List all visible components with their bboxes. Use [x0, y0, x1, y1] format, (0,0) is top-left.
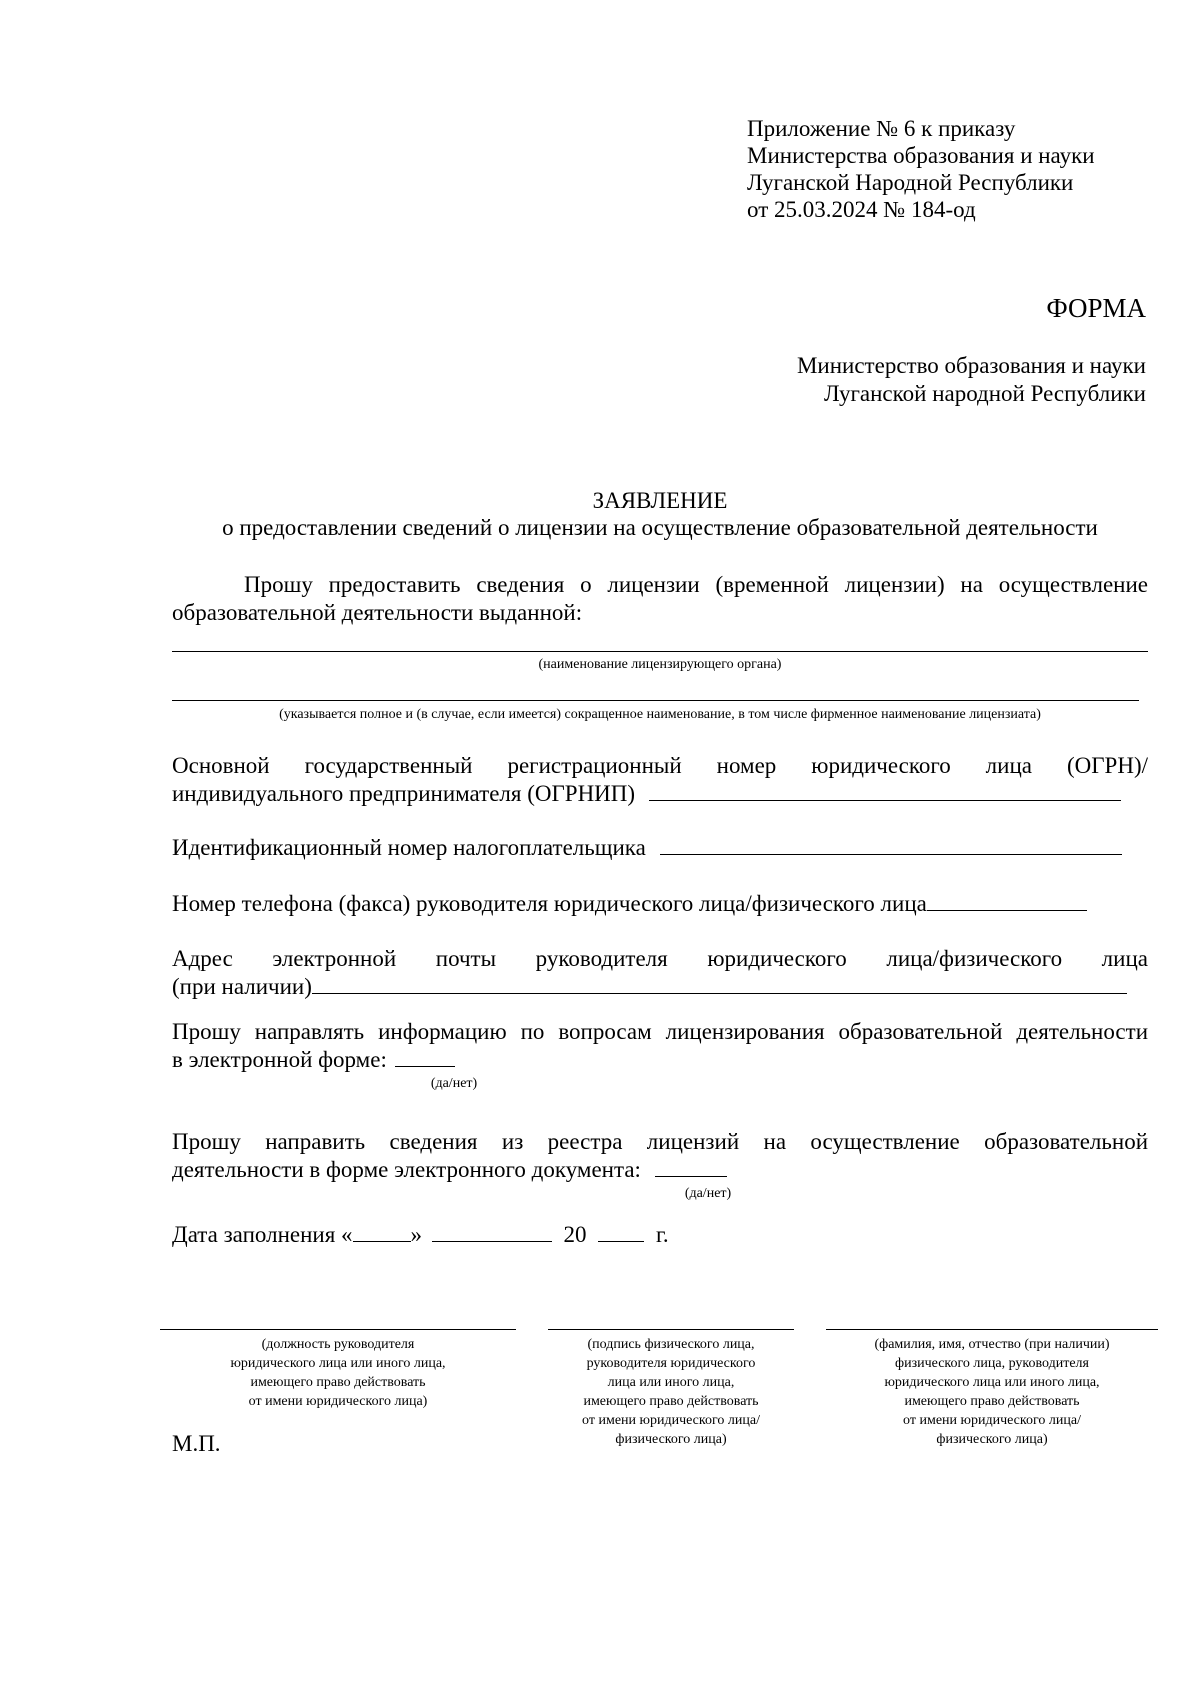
date-label: Дата заполнения « [172, 1222, 353, 1247]
electronic-info-row [172, 1046, 1148, 1074]
appendix-line: Министерства образования и науки [747, 143, 1095, 168]
registry-row [172, 1156, 1148, 1184]
inn-row [172, 834, 1148, 862]
request-line-2: образовательной деятельности выданной: [172, 600, 583, 625]
appendix-line: от 25.03.2024 № 184-од [747, 197, 976, 222]
phone-fill-line[interactable] [927, 890, 1087, 911]
date-month-fill-line[interactable] [432, 1221, 552, 1242]
signature-fill-line[interactable] [548, 1329, 794, 1330]
position-fill-line[interactable] [160, 1329, 516, 1330]
document-title [172, 487, 1148, 541]
date-century: 20 [563, 1222, 587, 1247]
email-label-line-2: (при наличии) [172, 974, 312, 999]
registry-fill-line[interactable] [655, 1156, 727, 1177]
title-sub: о предоставлении сведений о лицензии на осуществление образовательной деятельности [222, 515, 1098, 540]
date-day-fill-line[interactable] [353, 1221, 411, 1242]
registry-line-2: деятельности в форме электронного документа: [172, 1157, 641, 1182]
date-year-fill-line[interactable] [598, 1221, 644, 1242]
request-line-1: Прошу предоставить сведения о лицензии (временной лицензии) на осуществление [244, 572, 1148, 597]
electronic-info-fill-line[interactable] [395, 1046, 455, 1067]
phone-label: Номер телефона (факса) руководителя юридического лица/физического лица [172, 891, 927, 916]
full-name-caption: (фамилия, имя, отчество (при наличии) физического лица, руководителя юридического лица или иного лица, имеющего право действовать от имени юридического лица/ физического лица) [874, 1337, 1110, 1447]
electronic-info-caption: (да/нет) [430, 1076, 478, 1091]
email-label-line-1: Адрес электронной почты руководителя юридического лица/физического лица [172, 946, 1148, 971]
appendix-line: Луганской Народной Республики [747, 170, 1074, 195]
email-fill-line[interactable] [312, 973, 1127, 994]
inn-label: Идентификационный номер налогоплательщика [172, 835, 646, 860]
recipient [797, 352, 1146, 408]
signature-caption: (подпись физического лица, руководителя юридического лица или иного лица, имеющего право действовать от имени юридического лица/ физического лица) [582, 1337, 760, 1447]
date-close-quote: » [410, 1222, 423, 1247]
authority-fill-line[interactable] [172, 651, 1148, 652]
electronic-info-line-2: в электронной форме: [172, 1047, 387, 1072]
recipient-line: Луганской народной Республики [823, 381, 1146, 406]
registry-caption: (да/нет) [684, 1186, 732, 1201]
ogrn-label-line-2: индивидуального предпринимателя (ОГРНИП) [172, 781, 636, 806]
title-main: ЗАЯВЛЕНИЕ [592, 488, 728, 513]
form-label: ФОРМА [1046, 293, 1146, 323]
ogrn-row [172, 780, 1148, 808]
full-name-fill-line[interactable] [826, 1329, 1158, 1330]
registry-line-1: Прошу направить сведения из реестра лицензий на осуществление образовательной [172, 1129, 1148, 1154]
licensee-caption: (указывается полное и (в случае, если имеется) сокращенное наименование, в том числе фирменное наименование лицензиата) [279, 707, 1041, 722]
phone-row [172, 890, 1148, 918]
appendix-reference [747, 115, 1095, 223]
ogrn-fill-line[interactable] [649, 780, 1121, 801]
recipient-line: Министерство образования и науки [796, 353, 1146, 378]
date-row [172, 1221, 1148, 1249]
authority-caption: (наименование лицензирующего органа) [538, 657, 782, 672]
licensee-fill-line[interactable] [172, 700, 1139, 701]
date-year-suffix: г. [656, 1222, 669, 1247]
electronic-info-line-1: Прошу направлять информацию по вопросам лицензирования образовательной деятельности [172, 1019, 1148, 1044]
position-caption: (должность руководителя юридического лица или иного лица, имеющего право действовать от имени юридического лица) [230, 1337, 446, 1409]
stamp-place: М.П. [172, 1431, 221, 1456]
appendix-line: Приложение № 6 к приказу [747, 116, 1016, 141]
inn-fill-line[interactable] [660, 834, 1122, 855]
email-row [172, 973, 1148, 1001]
ogrn-label-line-1: Основной государственный регистрационный номер юридического лица (ОГРН)/ [172, 753, 1148, 778]
